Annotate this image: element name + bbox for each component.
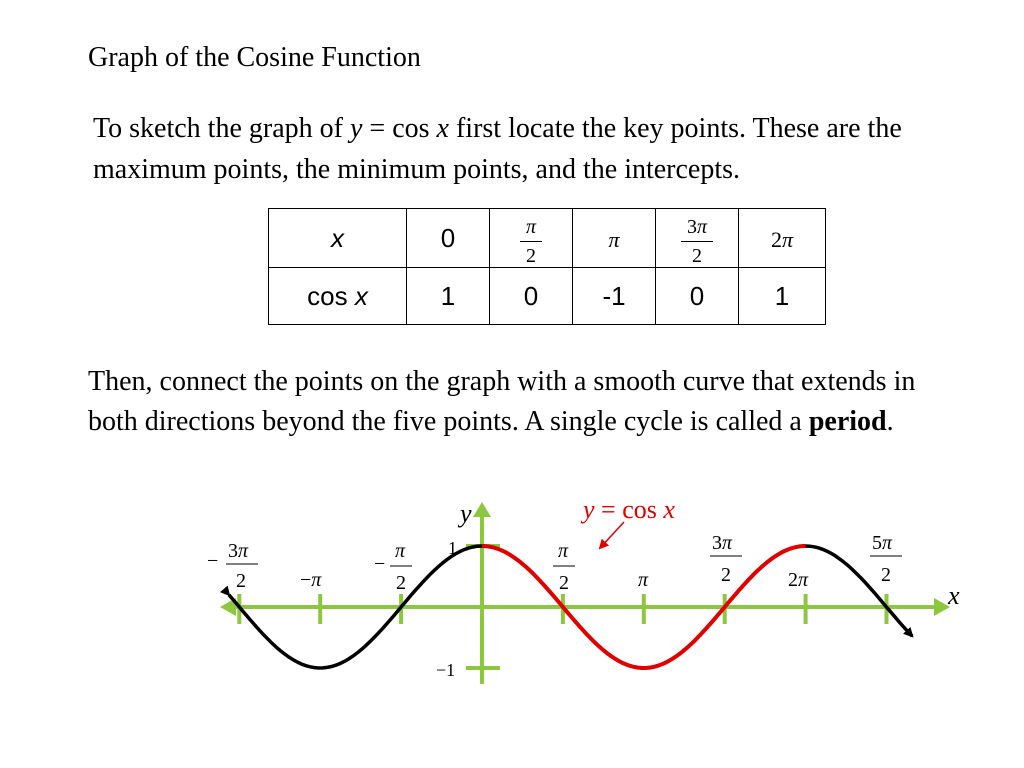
period-end: . <box>886 406 894 437</box>
table-row-label-cos: cos x <box>269 268 407 325</box>
intro-y-var: y <box>349 113 363 144</box>
tick-label-neg-pi-over-2 <box>374 540 412 594</box>
intro-part1: To sketch the graph of <box>93 113 350 144</box>
tick-label-neg-pi <box>300 569 322 591</box>
fraction-pi-over-2: $\frac{\pi}{2}$ <box>520 216 542 267</box>
svg-text:π: π <box>638 569 649 591</box>
fraction-3pi-over-2: $\frac{3\pi}{2}$ <box>681 216 713 267</box>
svg-text:−: − <box>207 550 219 572</box>
svg-text:3π: 3π <box>228 540 249 562</box>
y-tick-label-neg1: −1 <box>436 660 456 680</box>
table-cell-cos-5: 1 <box>739 268 826 325</box>
svg-text:2: 2 <box>396 572 406 594</box>
tick-label-pi <box>638 569 649 591</box>
curve-label-pointer-icon <box>600 522 624 548</box>
tick-label-5pi-over-2 <box>870 532 902 586</box>
page-title: Graph of the Cosine Function <box>88 42 421 73</box>
intro-part2: first locate the key points. These are the maximum points, the minimum points, and the intercepts. <box>93 113 902 185</box>
period-term: period <box>808 406 887 437</box>
tick-label-pi-over-2 <box>553 540 575 594</box>
table-cell-cos-3: -1 <box>573 268 656 325</box>
curve-label: y = cos x <box>583 495 675 524</box>
table-cell-x-pi: π <box>573 209 656 268</box>
svg-text:−: − <box>374 553 386 575</box>
table-cell-x-2pi: 2π <box>739 209 826 268</box>
table-cell-cos-1: 1 <box>407 268 490 325</box>
table-cell-cos-2: 0 <box>490 268 573 325</box>
table-row-label-x: x <box>269 209 407 268</box>
y-tick-label-1: 1 <box>448 538 457 558</box>
intro-x-var: x <box>436 113 449 144</box>
svg-text:3π: 3π <box>712 532 733 554</box>
tick-label-neg-3pi-over-2 <box>207 540 258 592</box>
svg-text:π: π <box>395 540 406 562</box>
tick-label-2pi <box>788 569 809 591</box>
svg-text:2: 2 <box>721 564 731 586</box>
x-axis-label: x <box>948 581 960 610</box>
table-cell-cos-4: 0 <box>656 268 739 325</box>
tick-label-3pi-over-2 <box>710 532 742 586</box>
svg-text:−π: −π <box>300 569 322 591</box>
svg-text:5π: 5π <box>872 532 893 554</box>
svg-text:π: π <box>558 540 569 562</box>
svg-text:2: 2 <box>881 564 891 586</box>
svg-text:2π: 2π <box>788 569 809 591</box>
period-text: Then, connect the points on the graph with a smooth curve that extends in both directions beyond the five points. A single cycle is called a <box>88 366 916 437</box>
y-axis-arrow-icon <box>473 502 491 517</box>
table-cell-x-0: 0 <box>407 209 490 268</box>
intro-eq: = cos <box>362 113 437 144</box>
svg-text:2: 2 <box>559 572 569 594</box>
y-axis-label: y <box>460 499 472 528</box>
svg-text:2: 2 <box>236 570 246 592</box>
